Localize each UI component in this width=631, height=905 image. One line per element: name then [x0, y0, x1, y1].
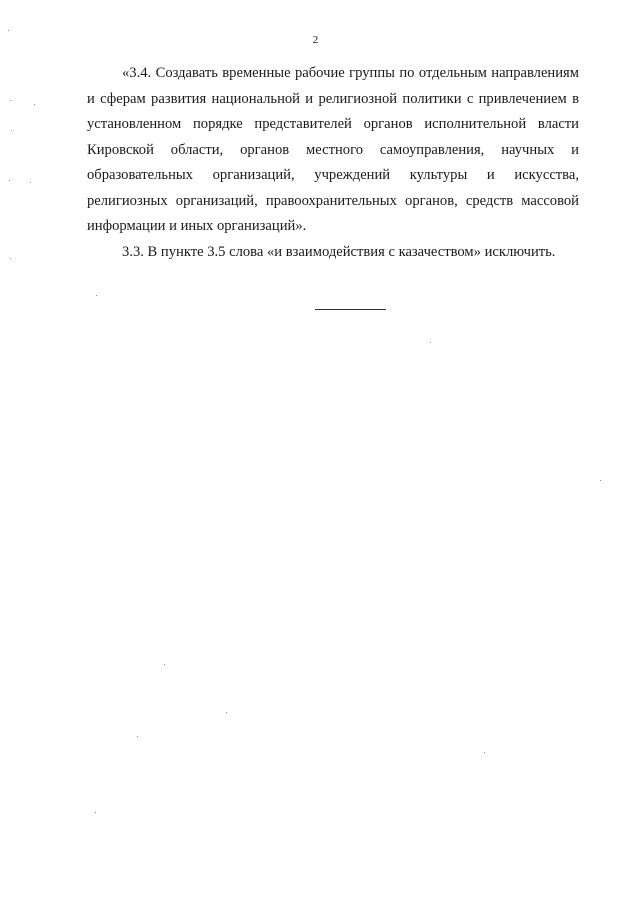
- paragraph-3-3-amendment: 3.3. В пункте 3.5 слова «и взаимодействия с казачеством» исключить.: [122, 244, 556, 260]
- scan-speck: [226, 712, 227, 713]
- paragraph-3-4-amendment: «3.4. Создавать временные рабочие группы по отдельным направлениям и сферам развития национальной и религиозной политики с привлечением в установленном порядке представителей органов исполнительной власти Кировской области, органов местного самоуправления, научных и образовательных организаций, учреждений культуры и искусства, религиозных организаций, правоохранительных органов, средств массовой информации и иных организаций».: [87, 65, 579, 234]
- scan-speck: [11, 130, 12, 131]
- scan-speck: [96, 295, 97, 296]
- scan-speck: [9, 180, 10, 181]
- page-number: 2: [312, 34, 319, 46]
- scan-speck: [10, 258, 11, 259]
- scan-speck: [137, 736, 138, 737]
- scan-speck: [164, 664, 165, 665]
- scan-speck: [95, 812, 96, 813]
- end-divider-line: [315, 309, 386, 310]
- scan-speck: [430, 342, 431, 343]
- scan-speck: [484, 752, 485, 753]
- scan-speck: [34, 104, 35, 105]
- scan-speck: [10, 100, 11, 101]
- scan-speck: [600, 480, 601, 481]
- scan-speck: [8, 30, 9, 31]
- scan-speck: [30, 182, 31, 183]
